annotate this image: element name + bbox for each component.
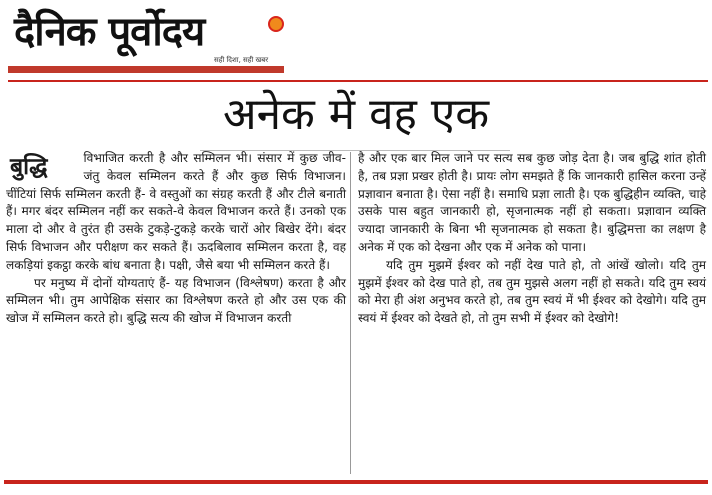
article-paragraph: [6, 275, 346, 328]
paragraph-text: है और एक बार मिल जाने पर सत्य सब कुछ जोड़ देता है। जब बुद्धि शांत होती है, तब प्रज्ञा प्रखर होती है। प्रायः लोग समझते हैं कि जानकारी हासिल करना उन्हें प्रज्ञावान बनाता है। ऐसा नहीं है। समाधि प्रज्ञा लाती है। एक बुद्धिहीन व्यक्ति, चाहे उसके पास बहुत जानकारी हो, सृजनात्मक नहीं हो सकता। प्रज्ञावान व्यक्ति ज्यादा जानकारी के बिना भी सृजनात्मक हो सकता है। बुद्धिमत्ता का लक्षण है अनेक में एक को देखना और एक में अनेक को पाना।: [358, 151, 706, 254]
paragraph-text: विभाजित करती है और सम्मिलन भी। संसार में कुछ जीव-जंतु केवल सम्मिलन करते हैं और कुछ सिर्फ विभाजन। चींटियां सिर्फ सम्मिलन करती हैं- वे वस्तुओं का संग्रह करती हैं और टीले बनाती हैं। मगर बंदर सम्मिलन नहीं कर सकते-वे केवल विभाजन करते हैं। उनको एक माला दो और वे तुरंत ही उसके टुकड़े-टुकड़े करके चारों ओर बिखेर देंगे। बंदर सिर्फ विभाजन और परीक्षण कर सकते हैं। ऊदबिलाव सम्मिलन करता है, वह लकड़ियां इकट्ठा करके बांध बनाता है। पक्षी, जैसे बया भी सम्मिलन करते हैं।: [6, 151, 346, 272]
article-paragraph: [358, 257, 706, 328]
article-paragraph: [6, 150, 346, 275]
article-column-left: [6, 150, 346, 328]
paragraph-text: यदि तुम मुझमें ईश्वर को नहीं देख पाते हो, तो आंखें खोलो। यदि तुम मुझमें ईश्वर को देख पाते हो, तब तुम मुझसे अलग नहीं हो सकते। यदि तुम स्वयं को मेरा ही अंश अनुभव करते हो, तब तुम स्वयं में भी ईश्वर को देखोगे। यदि तुम स्वयं में ईश्वर को देखते हो, तो तुम सभी में ईश्वर को देखोगे!: [358, 257, 706, 326]
article-paragraph: [358, 150, 706, 257]
article-headline: अनेक में वह एक: [222, 89, 490, 140]
sun-logo-icon: [268, 16, 284, 32]
masthead: [14, 6, 276, 70]
paragraph-text: पर मनुष्य में दोनों योग्यताएं हैं- यह विभाजन (विश्लेषण) करता है और सम्मिलन भी। तुम आपेक्षिक संसार का विश्लेषण करते हो और उस एक की खोज में सम्मिलन करते हो। बुद्धि सत्य की खोज में विभाजन करती: [6, 275, 346, 326]
masthead-tagline: सही दिशा, सही खबर: [214, 56, 269, 64]
top-rule-divider: [8, 80, 708, 82]
column-divider: [350, 152, 351, 474]
bottom-rule-divider: [4, 480, 708, 484]
article-column-right: [358, 150, 706, 328]
masthead-underline-bar: [8, 66, 284, 73]
drop-cap-word: बुद्धि: [10, 154, 48, 180]
masthead-title: दैनिक पूर्वोदय: [14, 9, 205, 55]
